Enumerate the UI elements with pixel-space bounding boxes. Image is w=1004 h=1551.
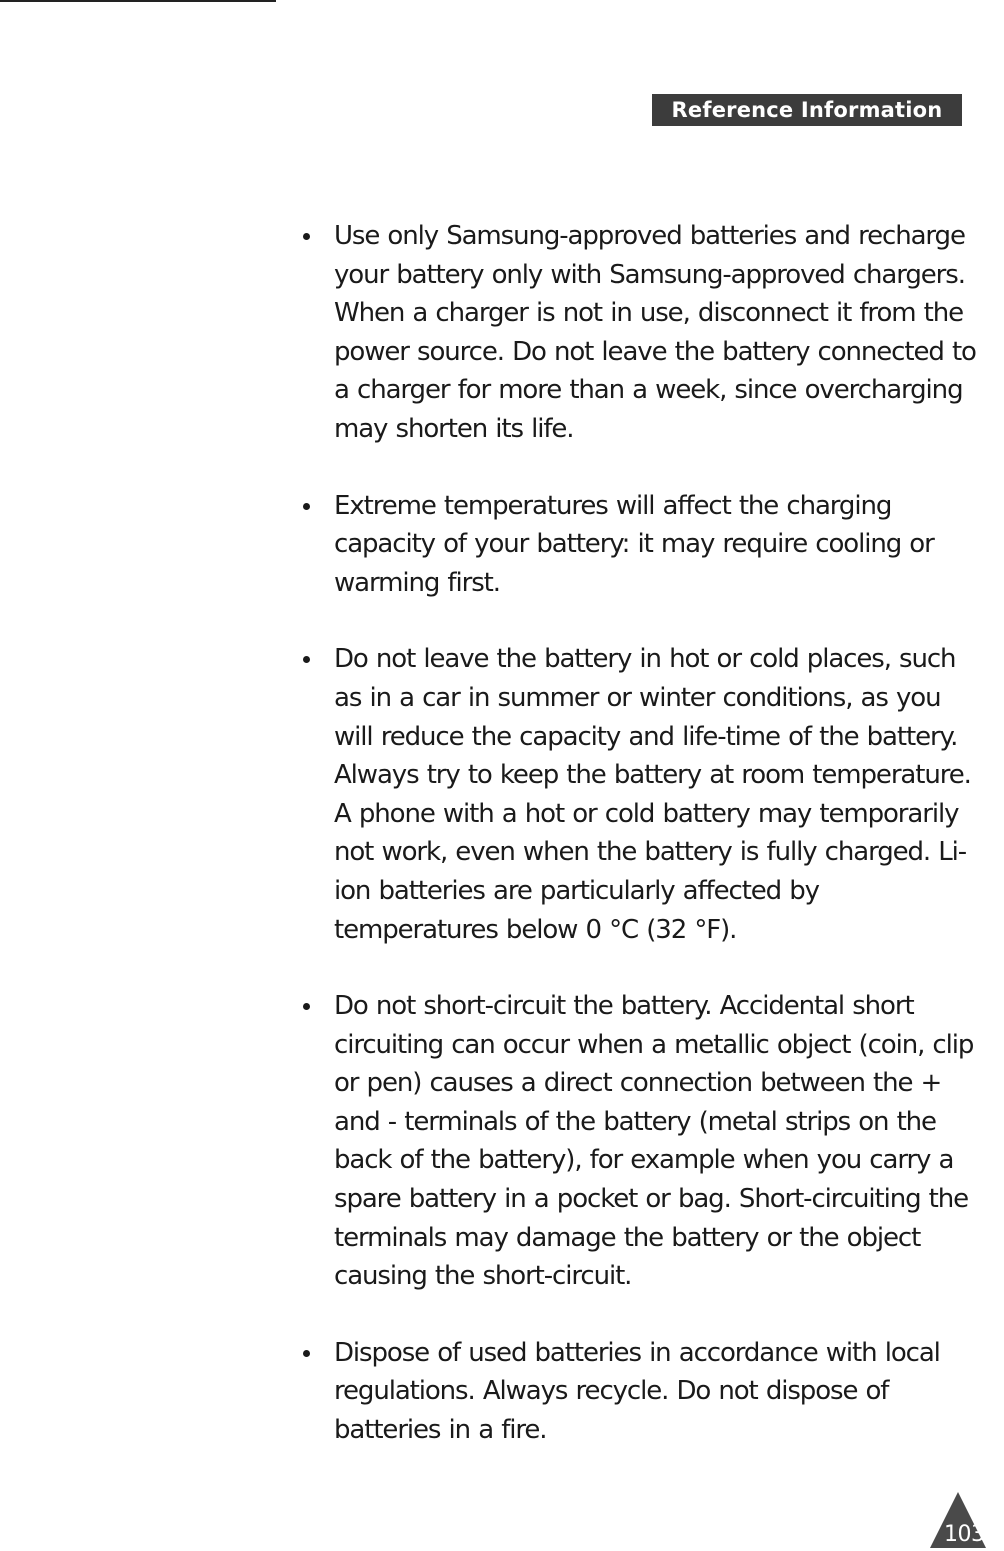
- bullet-icon: [303, 233, 310, 240]
- list-item: [300, 217, 980, 449]
- list-item-text: Extreme temperatures will affect the charging capacity of your battery: it may require cooling or warming first.: [334, 490, 934, 598]
- list-item-text: Do not leave the battery in hot or cold places, such as in a car in summer or winter conditions, as you will reduce the capacity and life-time of the battery. Always try to keep the battery at room temperature. A phone with a hot or cold battery may temporarily not work, even when the battery is fully charged. Li-ion batteries are particularly affected by temperatures below 0 °C (32 °F).: [334, 644, 971, 945]
- bullet-list: [300, 217, 980, 1450]
- bullet-icon: [303, 656, 310, 663]
- bullet-icon: [303, 1003, 310, 1010]
- section-title: Reference Information: [671, 98, 943, 122]
- list-item: [300, 487, 980, 603]
- list-item: [300, 640, 980, 949]
- list-item-text: Use only Samsung-approved batteries and recharge your battery only with Samsung-approved chargers. When a charger is not in use, disconnect it from the power source. Do not leave the battery connected to a charger for more than a week, since overcharging may shorten its life.: [334, 221, 976, 444]
- section-header: [652, 94, 962, 126]
- top-rule: [0, 0, 276, 2]
- bullet-icon: [303, 1350, 310, 1357]
- list-item: [300, 1334, 980, 1450]
- list-item-text: Do not short-circuit the battery. Accidental short circuiting can occur when a metallic object (coin, clip or pen) causes a direct connection between the + and - terminals of the battery (metal strips on the back of the battery), for example when you carry a spare battery in a pocket or bag. Short-circuiting the terminals may damage the battery or the object causing the short-circuit.: [334, 991, 974, 1292]
- list-item-text: Dispose of used batteries in accordance with local regulations. Always recycle. Do not dispose of batteries in a fire.: [334, 1337, 940, 1446]
- page-number: 103: [944, 1522, 985, 1547]
- bullet-icon: [303, 503, 310, 510]
- list-item: [300, 987, 980, 1296]
